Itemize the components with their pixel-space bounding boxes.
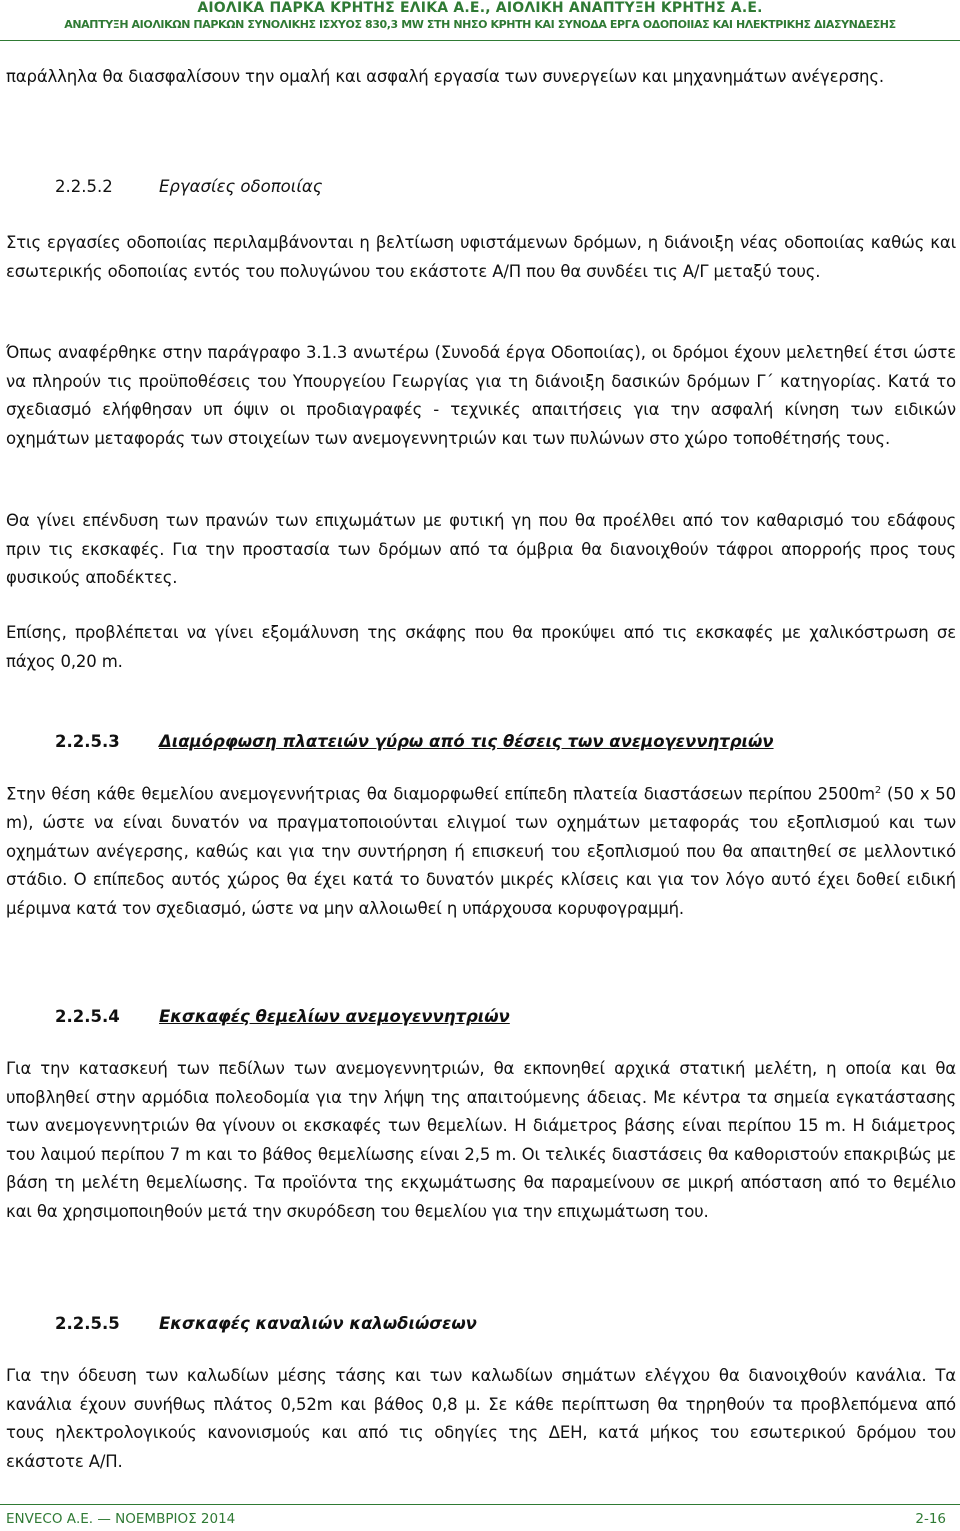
roads-paragraph-2: Όπως αναφέρθηκε στην παράγραφο 3.1.3 ανωτέρω (Συνοδά έργα Οδοποιίας), οι δρόμοι έχουν μελετηθεί έτσι ώστε να πληρούν τις προϋποθέσεις του Υπουργείου Γεωργίας για τη διάνοιξη δασικών δρόμων Γ΄ κατηγορίας. Κατά το σχεδιασμό ελήφθησαν υπ όψιν οι προδιαγραφές - τεχνικές απαιτήσεις για την ασφαλή κίνηση των ειδικών οχημάτων μεταφοράς των στοιχείων των ανεμογεννητριών και των πυλώνων στο χώρο τοποθέτησής τους.: [6, 343, 956, 448]
footer-company-date: ENVECO Α.Ε. — ΝΟΕΜΒΡΙΟΣ 2014: [6, 1511, 236, 1527]
section-title: Εργασίες οδοποιίας: [159, 177, 323, 196]
section-heading-2-2-5-3: [55, 731, 774, 753]
cables-paragraph: Για την όδευση των καλωδίων μέσης τάσης και των καλωδίων σημάτων ελέγχου θα διανοιχθούν κανάλια. Τα κανάλια έχουν συνήθως πλάτος 0,52m και βάθος 0,8 μ. Σε κάθε περίπτωση θα τηρηθούν τα προβλεπόμενα από τους ηλεκτρολογικούς κανονισμούς και από τις οδηγίες της ΔΕΗ, κατά μήκος του εσωτερικού δρόμου του εκάστοτε Α/Π.: [6, 1366, 956, 1471]
platforms-paragraph: [6, 777, 956, 923]
roads-paragraph-3: Θα γίνει επένδυση των πρανών των επιχωμάτων με φυτική γη που θα προέλθει από τον καθαρισμό του εδάφους πριν τις εκσκαφές. Για την προστασία των δρόμων από τα όμβρια θα διανοιχθούν τάφροι απορροής προς τους φυσικούς αποδέκτες.: [6, 511, 956, 588]
header-subtitle: ΑΝΑΠΤΥΞΗ ΑΙΟΛΙΚΩΝ ΠΑΡΚΩΝ ΣΥΝΟΛΙΚΗΣ ΙΣΧΥΟΣ 830,3 MW ΣΤΗ ΝΗΣΟ ΚΡΗΤΗ ΚΑΙ ΣΥΝΟΔΑ ΕΡΓΑ ΟΔΟΠΟΙΙΑΣ ΚΑΙ ΗΛΕΚΤΡΙΚΗΣ ΔΙΑΣΥΝΔΕΣΗΣ: [64, 18, 896, 31]
roads-paragraph-1: Στις εργασίες οδοποιίας περιλαμβάνονται η βελτίωση υφιστάμενων δρόμων, η διάνοιξη νέας οδοποιίας καθώς και εσωτερικής οδοποιίας εντός του πολυγώνου του εκάστοτε Α/Π που θα συνδέει τις Α/Γ μεταξύ τους.: [6, 233, 956, 281]
section-number: 2.2.5.4: [55, 1007, 120, 1026]
section-title: Εκσκαφές θεμελίων ανεμογεννητριών: [159, 1007, 510, 1026]
platforms-text-start: Στην θέση κάθε θεμελίου ανεμογεννήτριας θα διαμορφωθεί επίπεδη πλατεία διαστάσεων περίπου 2500m: [6, 784, 875, 804]
section-heading-2-2-5-5: [55, 1313, 477, 1335]
header-divider: [0, 40, 960, 41]
section-title: Διαμόρφωση πλατειών γύρω από τις θέσεις των ανεμογεννητριών: [159, 732, 774, 751]
section-number: 2.2.5.5: [55, 1314, 120, 1333]
roads-paragraph-4: Επίσης, προβλέπεται να γίνει εξομάλυνση της σκάφης που θα προκύψει από τις εκσκαφές με χαλικόστρωση σε πάχος 0,20 m.: [6, 623, 956, 671]
section-number: 2.2.5.2: [55, 177, 113, 196]
intro-paragraph: παράλληλα θα διασφαλίσουν την ομαλή και ασφαλή εργασία των συνεργείων και μηχανημάτων ανέγερσης.: [6, 67, 884, 86]
platforms-text-end: (50 x 50 m), ώστε να είναι δυνατόν να πραγματοποιούνται ελιγμοί των οχημάτων μεταφοράς του εξοπλισμού και των οχημάτων ανέγερσης, καθώς και για την συντήρηση ή επισκευή του εξοπλισμού που θα απαιτηθεί σε μελλοντικό στάδιο. Ο επίπεδος αυτός χώρος θα έχει κατά το δυνατόν μικρές κλίσεις και για τον λόγο αυτό έχει δοθεί ειδική μέριμνα κατά τον σχεδιασμό, ώστε να μην αλλοιωθεί η υπάρχουσα κορυφογραμμή.: [6, 784, 956, 918]
superscript-two: 2: [874, 785, 882, 796]
section-number: 2.2.5.3: [55, 732, 120, 751]
page-number: 2-16: [915, 1511, 946, 1527]
header-title: ΑΙΟΛΙΚΑ ΠΑΡΚΑ ΚΡΗΤΗΣ ΕΛΙΚΑ Α.Ε., ΑΙΟΛΙΚΗ ΑΝΑΠΤΥΞΗ ΚΡΗΤΗΣ Α.Ε.: [197, 0, 763, 16]
page-footer: [0, 1504, 960, 1531]
foundations-paragraph: Για την κατασκευή των πεδίλων των ανεμογεννητριών, θα εκπονηθεί αρχικά στατική μελέτη, η οποία και θα υποβληθεί στην αρμόδια πολεοδομία για την λήψη της απαιτούμενης άδειας. Με κέντρα τα σημεία εγκατάστασης των ανεμογεννητριών θα γίνουν οι εκσκαφές των θεμελίων. Η διάμετρος βάσης είναι περίπου 15 m. Η διάμετρος του λαιμού περίπου 7 m και το βάθος θεμελίωσης είναι 2,5 m. Οι τελικές διαστάσεις θα καθοριστούν επακριβώς με βάση τη μελέτη θεμελίωσης. Τα προϊόντα της εκχωμάτωσης θα παραμείνουν σε μικρή απόσταση από το θεμέλιο και θα χρησιμοποιηθούν μετά την σκυρόδεση του θεμελίου για την επιχωμάτωση του.: [6, 1059, 956, 1221]
section-title: Εκσκαφές καναλιών καλωδιώσεων: [159, 1314, 477, 1333]
section-heading-2-2-5-2: [55, 176, 322, 198]
section-heading-2-2-5-4: [55, 1006, 510, 1028]
